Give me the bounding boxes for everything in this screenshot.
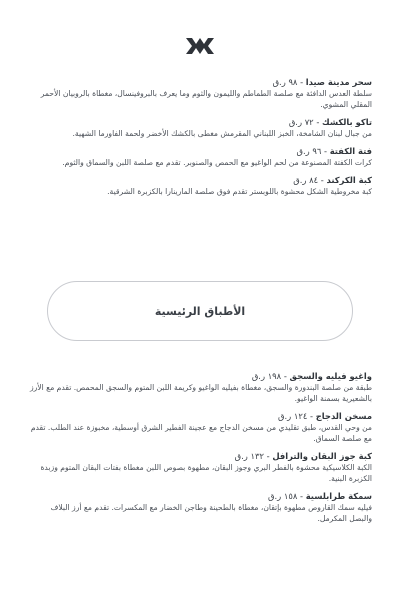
restaurant-logo-icon xyxy=(184,36,216,56)
main-dishes-section-header xyxy=(47,281,353,341)
appetizers-list xyxy=(26,76,372,203)
menu-item xyxy=(26,116,372,139)
menu-item xyxy=(26,490,372,524)
menu-item xyxy=(26,174,372,197)
section-title: الأطباق الرئيسية xyxy=(154,304,246,318)
menu-item-name: تاكو بالكشك xyxy=(322,117,372,127)
menu-item-description: الكبة الكلاسيكية محشوة بالفطر البري وجوز البقان، مطهوة بصوص اللبن مغطاة بفتات البقان المتوم وزبدة الكزبرة البنية. xyxy=(40,463,372,483)
menu-item-header xyxy=(26,370,372,382)
menu-item-name: كبة جوز البقان والترافل xyxy=(272,451,372,461)
menu-item-header xyxy=(26,174,372,186)
menu-item-description: سلطة العدس الدافئة مع صلصة الطماطم والليمون والثوم وما يعرف بالبروفينسال، مغطاة بالروبيان الأحمر المقلي المشوي. xyxy=(40,89,372,109)
menu-item-description: من وحي القدس، طبق تقليدي من مسخن الدجاج مع عجينة الفطير الشرق أوسطية، مخبوزة عند الطلب. تقدم مع صلصة السماق. xyxy=(30,423,372,443)
menu-item-header xyxy=(26,76,372,88)
menu-item xyxy=(26,410,372,444)
menu-item-header xyxy=(26,490,372,502)
menu-item-header xyxy=(26,410,372,422)
menu-item-price: - ١٩٨ ر.ق xyxy=(251,371,290,381)
menu-item xyxy=(26,370,372,404)
menu-item-header xyxy=(26,145,372,157)
menu-item-description: كرات الكفتة المصنوعة من لحم الواغيو مع الحمص والصنوبر. تقدم مع صلصة اللبن والسماق والثوم. xyxy=(62,158,372,167)
menu-item-name: واغيو فيليه والسجق xyxy=(289,371,372,381)
menu-item-price: - ١٥٨ ر.ق xyxy=(267,491,306,501)
menu-item-price: - ٩٨ ر.ق xyxy=(272,77,306,87)
menu-item-description: فيليه سمك القاروص مطهوة بإتقان، مغطاة بالطحينة وطاجن الخضار مع المكسرات. تقدم مع أرز البلاف والبصل المكرمل. xyxy=(50,503,372,523)
menu-item-description: طبقة من صلصة البندورة والسجق، مغطاة بفيليه الواغيو وكريمة اللبن المتوم والسجق المحمص. تقدم مع الأرز بالشعيرية بسمنة الواغيو. xyxy=(29,383,372,403)
menu-item-name: كبة الكركند xyxy=(326,175,372,185)
menu-item xyxy=(26,145,372,168)
menu-item-price: - ١٢٤ ر.ق xyxy=(278,411,316,421)
menu-item-header xyxy=(26,450,372,462)
menu-item-description: من جبال لبنان الشامخة، الخبز اللبناني المقرمش مغطى بالكشك الأخضر ولحمة الفاورما الشهية. xyxy=(72,129,372,138)
menu-item-name: سحر مدينة صيدا xyxy=(305,77,372,87)
main-dishes-list xyxy=(26,370,372,530)
menu-item-price: - ٧٢ ر.ق xyxy=(288,117,323,127)
menu-item xyxy=(26,76,372,110)
menu-item-price: - ١٣٢ ر.ق xyxy=(234,451,273,461)
menu-item-price: - ٨٤ ر.ق xyxy=(293,175,327,185)
menu-item-price: - ٩٦ ر.ق xyxy=(296,146,330,156)
menu-item-name: مسخن الدجاج xyxy=(315,411,372,421)
menu-item-description: كبة مخروطية الشكل محشوة باللوبستر تقدم فوق صلصة المارينارا بالكزبرة الشرقية. xyxy=(107,187,372,196)
menu-item xyxy=(26,450,372,484)
menu-item-name: سمكة طرابلسية xyxy=(305,491,372,501)
menu-item-header xyxy=(26,116,372,128)
menu-item-name: فتة الكفتة xyxy=(329,146,372,156)
